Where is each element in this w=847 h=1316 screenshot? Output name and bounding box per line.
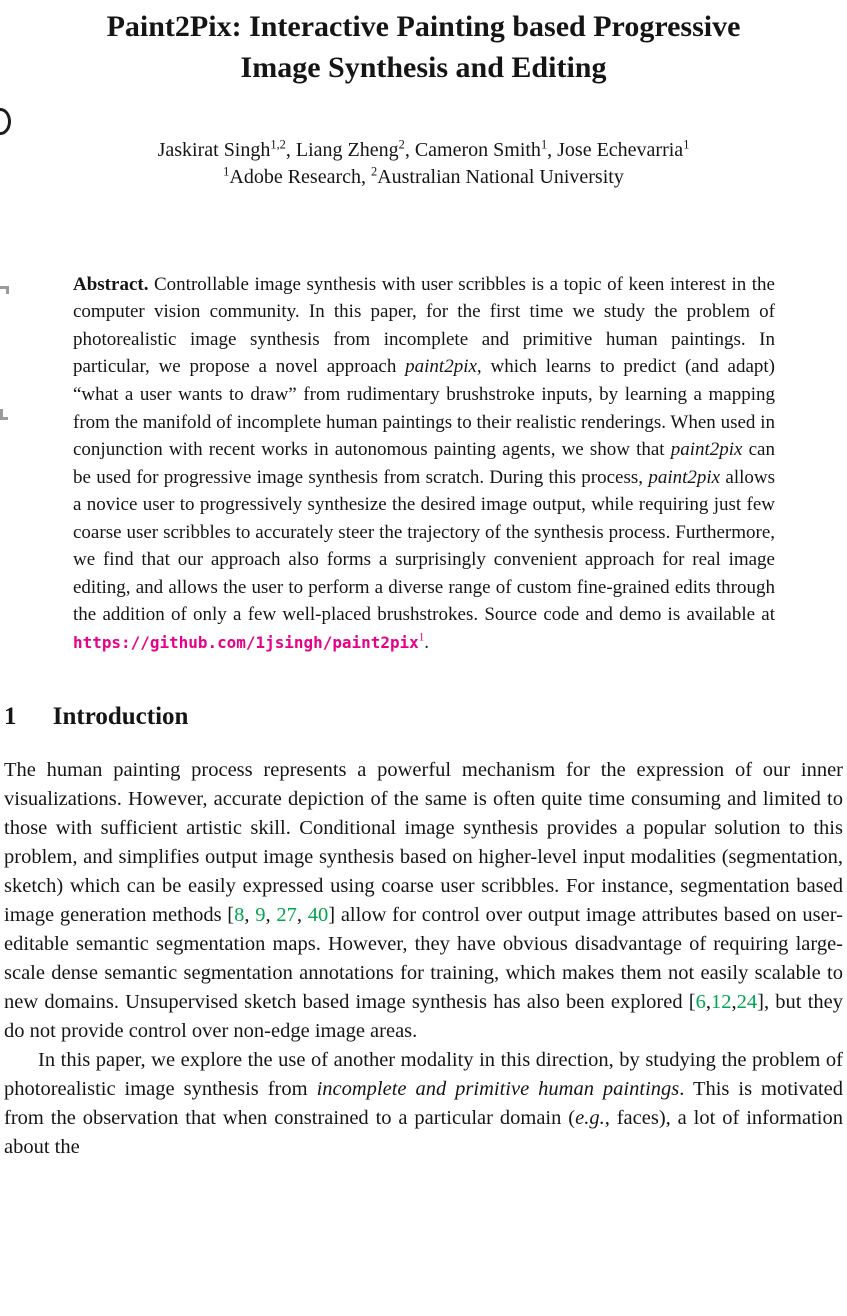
paper-title <box>8 6 839 89</box>
text-run: , <box>731 991 737 1014</box>
text-run: paint2pix <box>405 356 477 378</box>
text-run: paint2pix <box>670 439 743 461</box>
citation-ref: 8 <box>234 904 245 927</box>
text-run: ], but they do not provide control over non-edge image areas. <box>4 991 843 1043</box>
abstract-label: Abstract. <box>73 273 149 295</box>
affil-marker: 2 <box>371 164 378 179</box>
page-edge-artifact <box>0 108 11 135</box>
paper-title-line2: Image Synthesis and Editing <box>240 51 607 85</box>
section-title: Introduction <box>52 703 189 731</box>
text-run: ] allow for control over output image attributes based on user-editable semantic segmentation maps. However, they have obvious disadvantage of requiring large-scale dense semantic segmentation annotations for training, which makes them not easily scalable to new domains. Unsupervised sketch based image synthesis has also been explored [ <box>4 904 844 1014</box>
author-line <box>0 137 847 164</box>
abstract-block <box>73 271 775 657</box>
footnote-marker[interactable]: 1 <box>418 631 425 644</box>
text-run: , which learns to predict (and adapt) “what a user wants to draw” from rudimentary brushstroke inputs, by learning a mapping from the manifold of incomplete human paintings to their realistic renderings. When used in conjunction with recent works in autonomous painting agents, we show that <box>73 356 776 461</box>
citation-ref: 9 <box>255 904 266 927</box>
citation-ref: 40 <box>307 904 329 927</box>
citation-ref: 24 <box>736 991 758 1014</box>
section-number: 1 <box>4 703 17 731</box>
text-run: paint2pix <box>648 466 721 488</box>
paragraph <box>4 756 843 1046</box>
affiliation-line <box>0 164 847 191</box>
text-run: incomplete and primitive human paintings <box>316 1078 680 1101</box>
author-affil-marker: 1,2 <box>270 137 286 152</box>
text-run: The human painting process represents a powerful mechanism for the expression of our inner visualizations. However, accurate depiction of the same is often quite time consuming and limited to those with sufficient artistic skill. Conditional image synthesis provides a popular solution to this problem, and simplifies output image synthesis based on higher-level input modalities (segmentation, sketch) which can be easily expressed using coarse user scribbles. For instance, segmentation based image generation methods [ <box>4 759 843 927</box>
affil-marker: 1 <box>223 164 230 179</box>
text-run: , <box>705 991 712 1014</box>
github-link[interactable]: https://github.com/1jsingh/paint2pix <box>73 632 419 652</box>
citation-ref: 12 <box>711 991 732 1014</box>
text-run: , faces), a lot of information about the <box>4 1107 843 1159</box>
author-affil-marker: 1 <box>540 137 548 152</box>
author-name: Jaskirat Singh <box>157 138 271 161</box>
citation-ref: 27 <box>276 904 297 927</box>
page-edge-artifact <box>0 286 9 294</box>
text-run: . <box>424 631 430 653</box>
text-run: allows a novice user to progressively synthesize the desired image output, while requiring just few coarse user scribbles to accurately steer the trajectory of the synthesis process. Furthermore, we find that our approach also forms a surprisingly convenient approach for real image editing, and allows the user to perform a diverse range of custom fine-grained edits through the addition of only a few well-placed brushstrokes. Source code and demo is available at <box>73 466 776 626</box>
paper-title-line1: Paint2Pix: Interactive Painting based Progressive <box>106 10 741 43</box>
text-run: , <box>265 904 277 927</box>
text-run: e.g. <box>575 1107 605 1130</box>
text-run: , <box>244 904 256 927</box>
text-run: Controllable image synthesis with user scribbles is a topic of keen interest in the computer vision community. In this paper, for the first time we study the problem of photorealistic image synthesis from incomplete and primitive human paintings. In particular, we propose a novel approach <box>73 273 775 378</box>
text-run: . This is motivated from the observation that when constrained to a particular domain ( <box>4 1078 843 1130</box>
section-heading-introduction <box>4 702 843 732</box>
author-name: , Jose Echevarria <box>547 138 684 161</box>
citation-ref: 6 <box>695 991 706 1014</box>
paper-page <box>0 6 847 1316</box>
paragraph <box>4 1046 843 1162</box>
text-run: , <box>296 904 308 927</box>
author-affil-marker: 2 <box>398 137 405 152</box>
affil-name: Australian National University <box>377 165 624 188</box>
body-text <box>4 756 843 1162</box>
page-edge-artifact <box>0 409 8 420</box>
author-affil-marker: 1 <box>683 137 690 152</box>
text-run: can be used for progressive image synthesis from scratch. During this process, <box>73 439 775 488</box>
author-name: , Cameron Smith <box>404 138 541 161</box>
affil-name: Adobe Research, <box>229 165 371 188</box>
text-run: In this paper, we explore the use of another modality in this direction, by studying the problem of photorealistic image synthesis from <box>4 1049 843 1101</box>
author-name: , Liang Zheng <box>285 138 399 161</box>
